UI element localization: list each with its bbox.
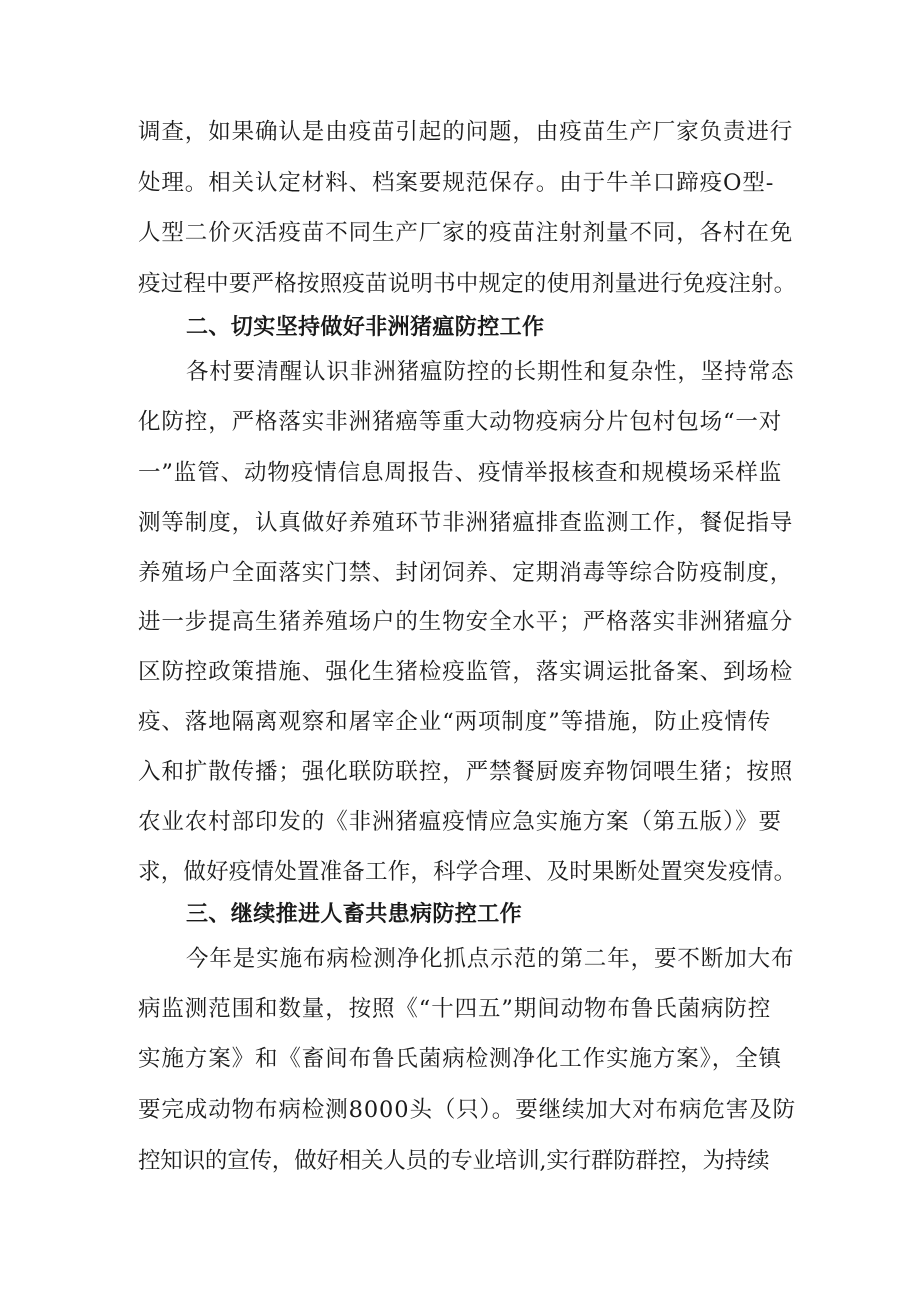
body-line: 化防控，严格落实非洲猪癌等重大动物疫病分片包村包场“一对 [138,409,783,435]
body-line: 求，做好疫情处置准备工作，科学合理、及时果断处置突发疫情。 [138,859,797,885]
body-line: 要完成动物布病检测8000头（只）。要继续加大对布病危害及防 [138,1097,797,1123]
body-line: 处理。相关认定材料、档案要规范保存。由于牛羊口蹄疫O型- [138,170,775,196]
body-line: 一”监管、动物疫情信息周报告、疫情举报核查和规模场采样监 [138,460,783,486]
body-line: 今年是实施布病检测净化抓点示范的第二年，要不断加大布 [186,946,795,972]
body-line: 进一步提高生猪养殖场户的生物安全水平；严格落实非洲猪瘟分 [138,609,794,635]
body-line: 病监测范围和数量，按照《“十四五”期间动物布鲁氏菌病防控 [138,996,772,1022]
body-line: 调查，如果确认是由疫苗引起的问题，由疫苗生产厂家负责进行 [138,119,794,145]
body-line: 疫过程中要严格按照疫苗说明书中规定的使用剂量进行免疫注射。 [138,271,797,297]
body-line: 人型二价灭活疫苗不同生产厂家的疫苗注射剂量不同，各村在免 [138,220,794,246]
body-line: 实施方案》和《畜间布鲁氏菌病检测净化工作实施方案》，全镇 [138,1046,782,1072]
body-line: 入和扩散传播；强化联防联控，严禁餐厨废弃物饲喂生猪；按照 [138,759,794,785]
section-heading-3: 三、继续推进人畜共患病防控工作 [186,902,523,927]
body-line: 农业农村部印发的《非洲猪瘟疫情应急实施方案（第五版）》要 [138,809,782,835]
body-line: 疫、落地隔离观察和屠宰企业“两项制度”等措施，防止疫情传 [138,709,772,735]
body-line: 测等制度，认真做好养殖环节非洲猪瘟排查监测工作，餐促指导 [138,510,794,536]
body-line: 养殖场户全面落实门禁、封闭饲养、定期消毒等综合防疫制度， [138,560,794,586]
body-line: 区防控政策措施、强化生猪检疫监管，落实调运批备案、到场检 [138,659,794,685]
section-heading-2: 二、切实坚持做好非洲猪瘟防控工作 [186,315,545,340]
body-line: 控知识的宣传，做好相关人员的专业培训,实行群防群控，为持续 [138,1148,770,1174]
body-line: 各村要清醒认识非洲猪瘟防控的长期性和复杂性，坚持常态 [186,359,795,385]
